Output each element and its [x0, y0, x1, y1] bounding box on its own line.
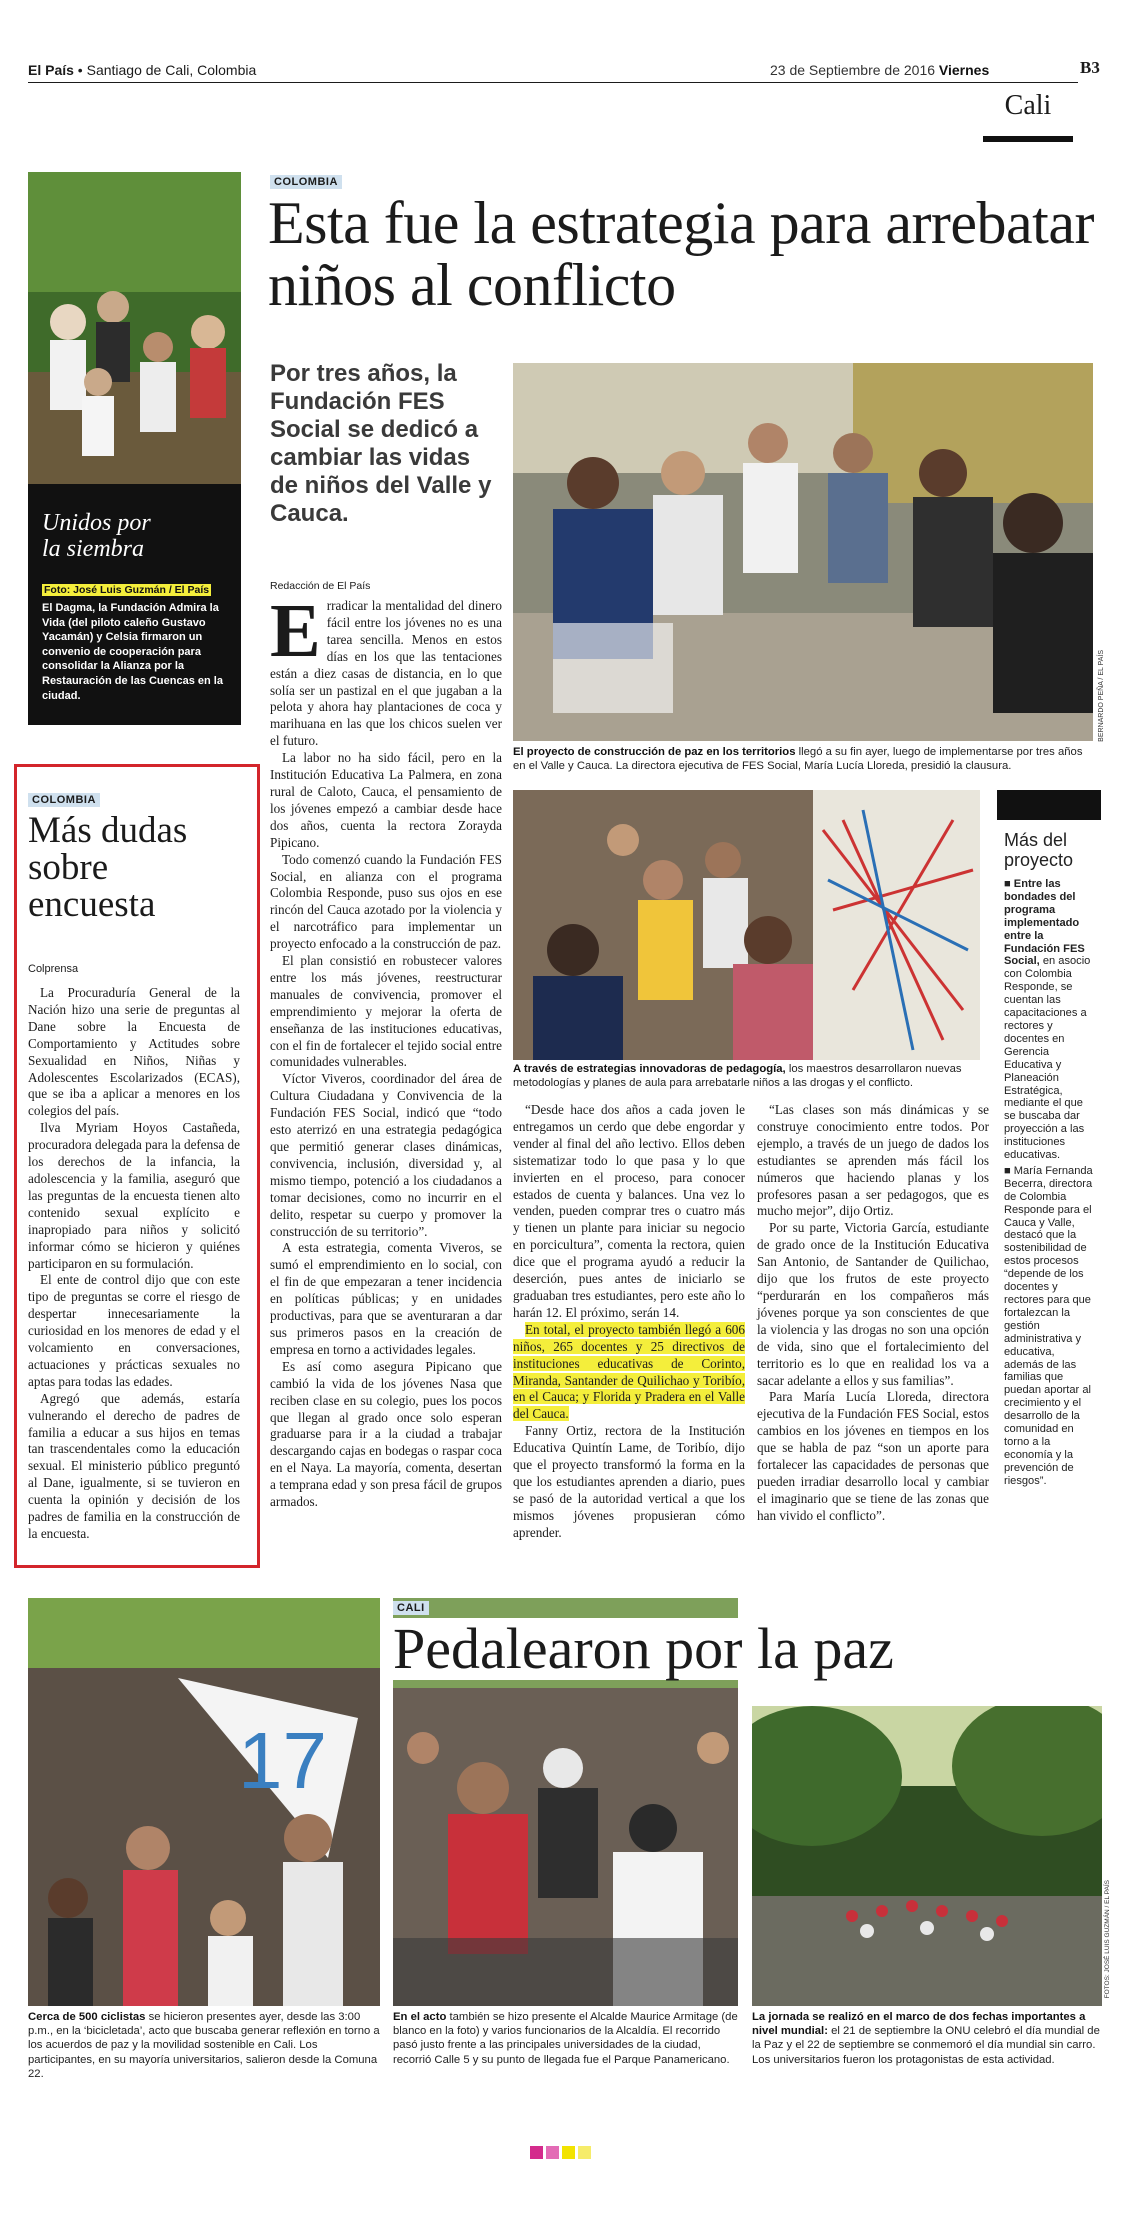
paper-name: El País	[28, 62, 74, 78]
sidebox-item-lead: Entre las bondades del programa implementado entre la Fundación FES Social,	[1004, 878, 1085, 968]
main-photo-workshop	[513, 790, 980, 1060]
main-article-col1	[270, 589, 502, 1511]
date-text: 23 de Septiembre de 2016	[770, 62, 936, 78]
bottom-photo-credit: FOTOS: JOSÉ LUIS GUZMÁN / EL PAÍS	[1104, 1880, 1111, 1999]
main-article-col3	[757, 1102, 989, 1525]
main-paragraph: “Las clases son más dinámicas y se construye conocimiento entre todos. Por ejemplo, a través de un juego de dados los estudiantes se aprenden más fácil los números que haciendo planas y los profesores pasan a ser pedagogos, que es mucho mejor”, dijo Ortiz.	[757, 1102, 989, 1219]
dropcap: E	[270, 589, 321, 673]
main-article-tag-label: COLOMBIA	[270, 175, 342, 189]
pink-swatch	[546, 2146, 559, 2159]
bottom-caption-text: el 21 de septiembre la ONU celebró el día mundial de la Paz y el 22 de septiembre se conmemoró el día mundial sin carro. Los universitarios fueron los protagonistas de esta actividad.	[752, 2025, 1100, 2066]
sidebox-body	[1004, 878, 1096, 1488]
main-paragraph: El plan consistió en robustecer valores entre los más jóvenes, reestructurar manuales de convivencia, promover el emprendimiento y mejorar la oferta de enseñanza de las instituciones educativas, con el fin de fortalecer el tejido social entre comunidades vulnerables.	[270, 953, 502, 1070]
side-article-byline: Colprensa	[28, 963, 79, 975]
side-article-tag	[28, 790, 100, 808]
main-paragraph: Para María Lucía Lloreda, directora ejecutiva de la Fundación FES Social, estos cambios en los jóvenes en tiempos en los que se habla de paz “son un aporte para fortalecer las capacidades de personas que pueden irradiar desarrollo local y cambiar el imaginario que se tiene de las zonas que han vivido el conflicto”.	[757, 1389, 989, 1523]
planting-title-line1: Unidos por	[42, 510, 151, 536]
main-article-col2	[513, 1102, 745, 1542]
flag-number: 17	[238, 1716, 327, 1805]
highlighted-paragraph: En total, el proyecto también llegó a 606 niños, 265 docentes y 25 directivos de instituciones educativas de Corinto, Miranda, Santander de Quilichao y Toribío, en el Cauca; y Florida y Pradera en el Valle del Cauca.	[513, 1321, 745, 1422]
side-article-body	[28, 985, 240, 1543]
bottom-caption-1	[28, 2010, 380, 2081]
photo1-caption-text: llegó a su fin ayer, luego de implementarse por tres años en el Valle y Cauca. La directora ejecutiva de FES Social, María Lucía Lloreda, presidió la clausura.	[513, 746, 1083, 773]
sidebox-item-text: en asocio con Colombia Responde, se cuentan las capacitaciones a rectores y docentes en Gerencia Educativa y Planeación Estratégica, mediante el que se buscaba dar proyección a las instituciones educativas.	[1004, 955, 1091, 1162]
main-paragraph: Todo comenzó cuando la Fundación FES Social, en alianza con el programa Colombia Responde, puso sus ojos en ese rincón del Cauca azotado por la violencia y el narcotráfico para implementar un proyecto enfocado a la construcción de paz.	[270, 851, 502, 952]
main-paragraph: Es así como asegura Pipicano que cambió la vida de los jóvenes Nasa que reciben clase en su colegio, pues los pocos que llegan al grado once solo esperan graduarse para ir a la ciudad a trabajar descargando cajas en bodegas o raspar coca en el Naya. La mayoría, comenta, desertan a temprana edad y son presa fácil de grupos armados.	[270, 1358, 502, 1510]
photo2-caption-lead: A través de estrategias innovadoras de pedagogía,	[513, 1063, 786, 1075]
photo2-caption	[513, 1062, 988, 1090]
sidebox-item: ■ María Fernanda Becerra, directora de Colombia Responde para el Cauca y Valle, destacó que la sostenibilidad de estos procesos “depende de los docentes y rectores para que fortalezcan la gestión administrativa y educativa, además de las familias que puedan aportar al crecimiento y el desarrollo de la comunidad en torno a la economía y la prevención de riesgos”.	[1004, 1164, 1093, 1487]
magenta-swatch	[530, 2146, 543, 2159]
planting-caption-text: El Dagma, la Fundación Admira la Vida (del piloto caleño Gustavo Yacamán) y Celsia firmaron un convenio de cooperación para consolidar la Alianza por la Restauración de las Cuencas en la ciudad.	[42, 602, 223, 702]
yellow-swatch	[562, 2146, 575, 2159]
main-paragraph: Víctor Viveros, coordinador del área de Cultura Ciudadana y Convivencia de la Fundación FES Social, indicó que “todo esto aterrizó en una estrategia pedagógica que permitió generar clases dinámicas, convivencia, inclusión, diversidad y, al mismo tiempo, potenció a los ciudadanos a tomar decisiones, como no incurrir en el delito, respetar su cuerpo y promover la construcción de su territorio”.	[270, 1071, 502, 1239]
main-paragraph: rradicar la mentalidad del dinero fácil entre los jóvenes no es una tarea sencilla. Menos en estos días en los que las tentaciones están a diez casas de distancia, en lo que solía ser un pastizal en el que jugaban a la pelota y ahora hay plantaciones de coca y marihuana en las que los chicos suelen ver el futuro.	[270, 598, 502, 749]
side-article-paragraph: El ente de control dijo que con este tipo de preguntas se corre el riesgo de despertar innecesariamente la curiosidad en los menores de edad y el volcamiento en conversaciones, actuaciones y prácticas sexuales no aptas para todas las edades.	[28, 1272, 240, 1389]
bottom-caption-lead: La jornada se realizó en el marco de dos fechas importantes a nivel mundial:	[752, 2011, 1086, 2038]
main-paragraph: “Desde hace dos años a cada joven le entregamos un cerdo que debe engordar y vender al final del año lectivo. Ellos deben sistematizar todo lo que pasa y lo que invierten en el proceso, para conocer estados de cuenta y balances. Una vez lo venden, pueden comprar tres o cuatro más y tienen un plante para iniciar su negocio en porcicultura”, comenta la rectora, quien dice que el programa ayudó a reducir la deserción, pues antes de iniciarlo se graduaban tres estudiantes, pero este año lo harán 12. El próximo, serán 14.	[513, 1102, 745, 1320]
photo1-caption-lead: El proyecto de construcción de paz en los territorios	[513, 746, 796, 758]
bottom-caption-lead: En el acto	[393, 2011, 447, 2023]
registration-marks	[530, 2146, 591, 2159]
main-article-title: Esta fue la estrategia para arrebatar niños al conflicto	[268, 190, 1094, 318]
light-yellow-swatch	[578, 2146, 591, 2159]
bottom-caption-3	[752, 2010, 1102, 2067]
bottom-caption-text: se hicieron presentes ayer, desde las 3:00 p.m., en la ‘bicicletada’, acto que buscaba generar reflexión en torno a los acuerdos de paz y la movilidad sostenible en Cali. Los participantes, en su mayoría universitarios, salieron desde la Comuna 22.	[28, 2011, 380, 2080]
main-article-deck: Por tres años, la Fundación FES Social se dedicó a cambiar las vidas de niños del Valle y Cauca.	[270, 360, 492, 527]
bottom-caption-lead: Cerca de 500 ciclistas	[28, 2011, 146, 2023]
side-article-tag-label: COLOMBIA	[28, 793, 100, 807]
planting-title-line2: la siembra	[42, 536, 144, 562]
planting-photo	[28, 172, 241, 484]
sidebox-title: Más del proyecto	[1004, 830, 1074, 870]
sidebox-item: ■ Entre las bondades del programa implementado entre la Fundación FES Social, en asocio con Colombia Responde, se cuentan las capacitaciones a rectores y docentes en Gerencia Educativa y Planeación Estratégica, mediante el que se buscaba dar proyección a las instituciones educativas.	[1004, 878, 1091, 1162]
paper-city: Santiago de Cali, Colombia	[86, 62, 257, 78]
bottom-article-tag-label: CALI	[393, 1601, 429, 1615]
main-article-tag	[270, 172, 342, 190]
side-article-paragraph: Agregó que además, estaría vulnerando el derecho de padres de familia a educar a sus hijos en temas tan trascendentales como la educación sexual. El ministerio público preguntó al Dane, igualmente, si se tuvieron en cuenta la opinión y decisión de los padres de familia en la construcción de la encuesta.	[28, 1390, 240, 1541]
main-paragraph: Fanny Ortiz, rectora de la Institución Educativa Quintín Lame, de Toribío, dijo que el proyecto transformó la forma en la que los estudiantes aprenden a diario, pues se pasó de la autoridad vertical a que los mismos jóvenes propusieran cómo aprender.	[513, 1423, 745, 1540]
main-paragraph: La labor no ha sido fácil, pero en la Institución Educativa La Palmera, en zona rural de Caloto, Cauca, el pensamiento de los jóvenes empezó a cambiar desde hace dos años, cuenta la rectora Zorayda Pipicano.	[270, 750, 502, 850]
section-name: Cali	[983, 86, 1073, 142]
side-article-title: Más dudas sobre encuesta	[28, 810, 188, 925]
masthead: El País • Santiago de Cali, Colombia	[28, 62, 257, 78]
planting-caption-box	[28, 484, 241, 725]
issue-date	[770, 62, 989, 78]
main-paragraph: Por su parte, Victoria García, estudiante de grado once de la Institución Educativa San Antonio, de Santander de Quilichao, dijo que los frutos de este proyecto “perdurarán en los compañeros más jóvenes porque ya son conscientes de que la violencia y las drogas no son una opción de vida, sino que el fortalecimiento del territorio es lo que en realidad los va a sacar adelante a ellos y sus familias”.	[757, 1220, 989, 1388]
photo2-caption-text: los maestros desarrollaron nuevas metodologías y planes de aula para arrebatarle niños a las drogas y el conflicto.	[513, 1063, 962, 1090]
planting-photo-credit: Foto: José Luis Guzmán / El País	[44, 584, 210, 596]
weekday-text: Viernes	[938, 62, 990, 78]
photo1-credit: BERNARDO PEÑA / EL PAÍS	[1098, 650, 1105, 742]
main-article-byline: Redacción de El País	[270, 580, 371, 592]
header-rule	[28, 82, 1078, 83]
cyclists-photo-flag	[28, 1598, 380, 2006]
side-article-paragraph: La Procuraduría General de la Nación hizo una serie de preguntas al Dane sobre la Encuesta de Comportamiento y Actitudes sobre Sexualidad en Niños, Niñas y Adolescentes Escolarizados (ECAS), que se iba a aplicar a menores en los colegios del país.	[28, 985, 240, 1119]
bottom-caption-text: también se hizo presente el Alcalde Maurice Armitage (de blanco en la foto) y varios funcionarios de la Alcaldía. El recorrido pasó justo frente a las principales universidades de la ciudad, recorrió Calle 5 y su punto de llegada fue el Parque Panamericano.	[393, 2011, 738, 2066]
bottom-caption-2	[393, 2010, 738, 2067]
cyclists-photo-avenue	[752, 1706, 1102, 2006]
side-article-paragraph: Ilva Myriam Hoyos Castañeda, procuradora delegada para la defensa de los derechos de la infancia, la adolescencia y la familia, aseguró que las preguntas de la encuesta tienen alto contenido sexual explícito e inapropiado para niños y solicitó informar cómo se hicieron y quiénes participaron en su formulación.	[28, 1120, 240, 1271]
main-paragraph: A esta estrategia, comenta Viveros, se sumó el emprendimiento en lo social, con el fin de que empezaran a tener incidencia en políticas públicas; y en unidades productivas, para que se aventuraran a dar sus primeros pasos en la creación de empresa en torno a actividades legales.	[270, 1240, 502, 1357]
bottom-article-title: Pedalearon por la paz	[393, 1618, 1099, 1680]
bottom-article-tag	[393, 1598, 429, 1616]
page-number: B3	[1080, 58, 1100, 77]
sidebox-header-bar	[997, 790, 1101, 820]
main-photo-closing-event	[513, 363, 1093, 741]
photo1-caption	[513, 745, 1093, 773]
sidebox-item-text: María Fernanda Becerra, directora de Colombia Responde para el Cauca y Valle, destacó que la sostenibilidad de estos procesos “depende de los docentes y rectores para que fortalezcan la gestión administrativa y educativa, además de las familias que puedan aportar al crecimiento y el desarrollo de la comunidad en torno a la economía y la prevención de riesgos”.	[1004, 1164, 1093, 1487]
